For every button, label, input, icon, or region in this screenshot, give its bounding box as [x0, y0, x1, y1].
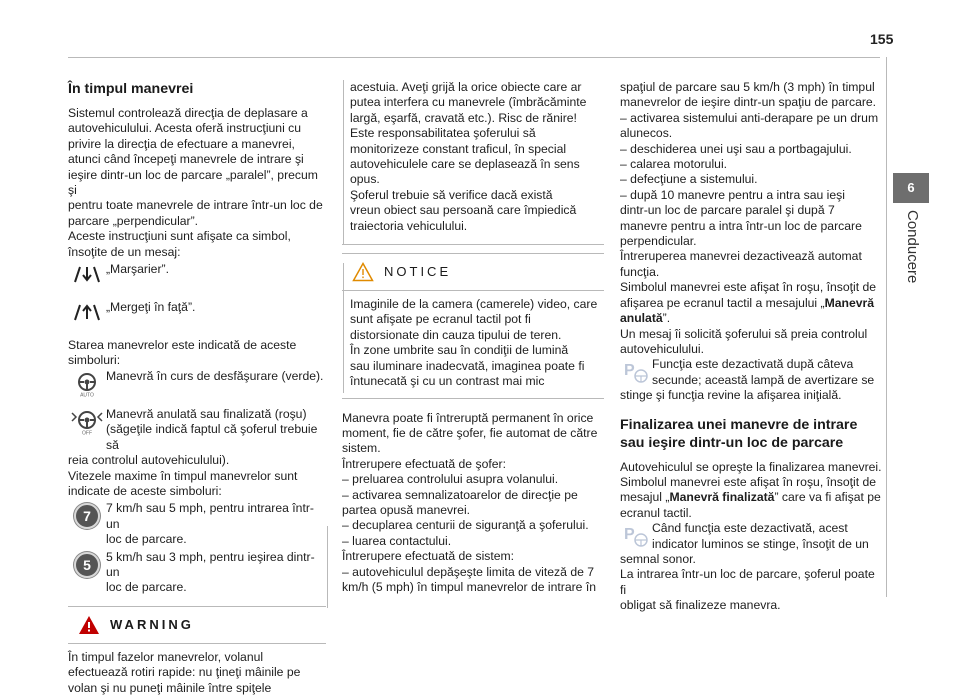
page-number: 155 [870, 31, 894, 47]
notice-triangle-icon [352, 262, 374, 282]
steering-wheel-off-icon [68, 407, 106, 435]
column-3 [620, 80, 882, 614]
column-2 [342, 80, 607, 595]
interrupt-cont-text: spaţiul de parcare sau 5 km/h (3 mph) în timpul manevrelor de ieşire dintr-un spaţiu de parcare. – activarea sistemului anti-derapare pe un drum alunecos. – deschiderea unei uşi sau a portbagajului. – calarea motorului. – defecţiune a sistemului. – după 10 manevre pentru a intra sau ieşi dintr-un loc de parcare paralel şi după 7 manevre pentru a intra într-un loc de parcare perpendicular. Întreruperea manevrei dezactivează automat funcţia. Simbolul manevrei este afişat în roşu, însoţit de afişarea pe ecranul tactil a mesajului „Manevră anulată”. [620, 80, 879, 326]
forward-instruction [68, 300, 326, 322]
speed-5-icon: 5 [74, 552, 100, 578]
steering-wheel-auto-icon [68, 369, 106, 397]
warning-title: WARNING [110, 617, 194, 633]
status-cancelled-cont: reia controlul autovehiculului). [68, 453, 230, 468]
lamp-text: Funcţia este dezactivată după câteva secunde; această lampă de avertizare se [652, 357, 875, 387]
sidebar-rule [886, 57, 887, 597]
final-text: Autovehiculul se opreşte la finalizarea manevrei. Simbolul manevrei este afişat în roşu, însoţit de mesajul „Manevră finalizată” care va fi afişat pe ecranul tactil. [620, 459, 882, 520]
notice-title-row [342, 254, 607, 290]
section-heading: În timpul manevrei [68, 81, 194, 97]
park-assist-off-icon [620, 521, 652, 549]
off-caption: OFF [82, 430, 92, 437]
deactivated-text: Când funcţia este dezactivată, acest indicator luminos se stinge, însoţit de un [652, 521, 869, 551]
reverse-arrow-icon [68, 262, 106, 284]
status-in-progress [68, 369, 326, 397]
header-rule [68, 57, 880, 58]
speed-intro: Vitezele maxime în timpul manevrelor sunt indicate de aceste simboluri: [68, 468, 298, 498]
svg-text:P: P [624, 362, 635, 380]
speed-5-row [68, 550, 326, 596]
warning-cont-text: acestuia. Aveţi grijă la orice obiecte care ar putea interfera cu manevrele (îmbrăcăminte largă, eşarfă, cravată etc.). Risc de rănire! Este responsabilitatea şoferului să monitorizeze constant traficul, în special autovehiculele care se deplasează în sens opus. Şoferul trebuie să verifice dacă există vreun obiect sau persoană care împiedică traiectoria vehiculului. [350, 80, 587, 233]
warning-title-rule [68, 643, 326, 644]
auto-caption: AUTO [80, 392, 94, 399]
warning-text: În timpul fazelor manevrelor, volanul efectuează rotiri rapide: nu ţineţi mâinile pe volan şi nu puneţi mâinile între spiţele [68, 649, 301, 695]
status-intro: Starea manevrelor este indicată de aceste simboluri: [68, 338, 297, 368]
msg-done-label: Manevră finalizată [669, 490, 775, 505]
forward-arrow-icon [68, 300, 106, 322]
chapter-title [888, 210, 934, 360]
deactivated-cont: semnal sonor. La intrarea într-un loc de parcare, şoferul poate fi obligat să finalizeze manevra. [620, 551, 875, 613]
reverse-label: „Marşarier”. [106, 262, 169, 277]
speed-5-text: 5 km/h sau 3 mph, pentru ieşirea dintr-un loc de parcare. [106, 549, 315, 595]
resume-text: Un mesaj îi solicită şoferului să preia controlul autovehiculului. [620, 326, 868, 356]
chapter-sidebar [886, 0, 936, 649]
deactivated-row [620, 521, 882, 552]
status-cancelled-text: Manevră anulată sau finalizată (roşu) (săgeţile indică faptul că şoferul trebuie să [106, 406, 318, 452]
interrupt-text: Manevra poate fi întreruptă permanent în orice moment, fie de către şofer, fie automat de către sistem. Întrerupere efectuată de şofer: – preluarea controlului asupra volanului. – activarea semnalizatoarelor de direcţie pe partea opusă manevrei. – decuplarea centurii de siguranţă a şoferului. – luarea contactului. Întrerupere efectuată de sistem: – autovehiculul depăşeşte limita de viteză de 7 km/h (5 mph) în timpul manevrelor de intrare în [342, 410, 598, 594]
msg-cancel-label: Manevră anulată [620, 295, 875, 326]
status-cancelled [68, 407, 326, 453]
warning-triangle-icon [78, 615, 100, 635]
status-in-progress-text: Manevră în curs de desfăşurare (verde). [106, 368, 324, 383]
intro-paragraph: Sistemul controlează direcţia de deplasare a autovehiculului. Acesta oferă instrucţiuni cu privire la direcţia de efectuare a manevrei, atunci când începeţi manevrele de intrare şi ieşire dintr-un loc de parcare „paralel”, precum şi pentru toate manevrele de intrare într-un loc de parcare „perpendicular”. Aceste instrucţiuni sunt afişate ca simbol, însoţite de un mesaj: [68, 106, 323, 259]
warning-side-rule [327, 526, 328, 608]
notice-side-rule [343, 263, 344, 393]
warning-title-row [68, 607, 326, 643]
park-assist-lamp-icon [620, 357, 652, 385]
notice-text: Imaginile de la camera (camerele) video, care sunt afişate pe ecranul tactil pot fi distorsionate din cauza tipului de teren. În zone umbrite sau în condiţii de lumină sau iluminare inadecvată, imaginea poate fi întunecată şi cu un contrast mai mic [350, 297, 598, 389]
column-1 [68, 80, 326, 696]
lamp-cont: stinge şi funcţia revine la afişarea iniţială. [620, 388, 842, 403]
svg-text:P: P [624, 526, 635, 544]
chapter-title-text: Conducere [904, 210, 921, 284]
section-heading-2: Finalizarea unei manevre de intrare sau ieşire dintr-un loc de parcare [620, 416, 858, 451]
forward-label: „Mergeţi în faţă”. [106, 300, 196, 315]
speed-7-text: 7 km/h sau 5 mph, pentru intrarea într-un loc de parcare. [106, 501, 314, 547]
speed-7-row [68, 501, 326, 547]
chapter-number-badge: 6 [893, 173, 929, 203]
notice-title: NOTICE [384, 264, 452, 280]
speed-7-icon: 7 [74, 503, 100, 529]
lamp-row [620, 357, 882, 388]
reverse-instruction [68, 262, 326, 284]
notice-title-rule [342, 290, 604, 291]
